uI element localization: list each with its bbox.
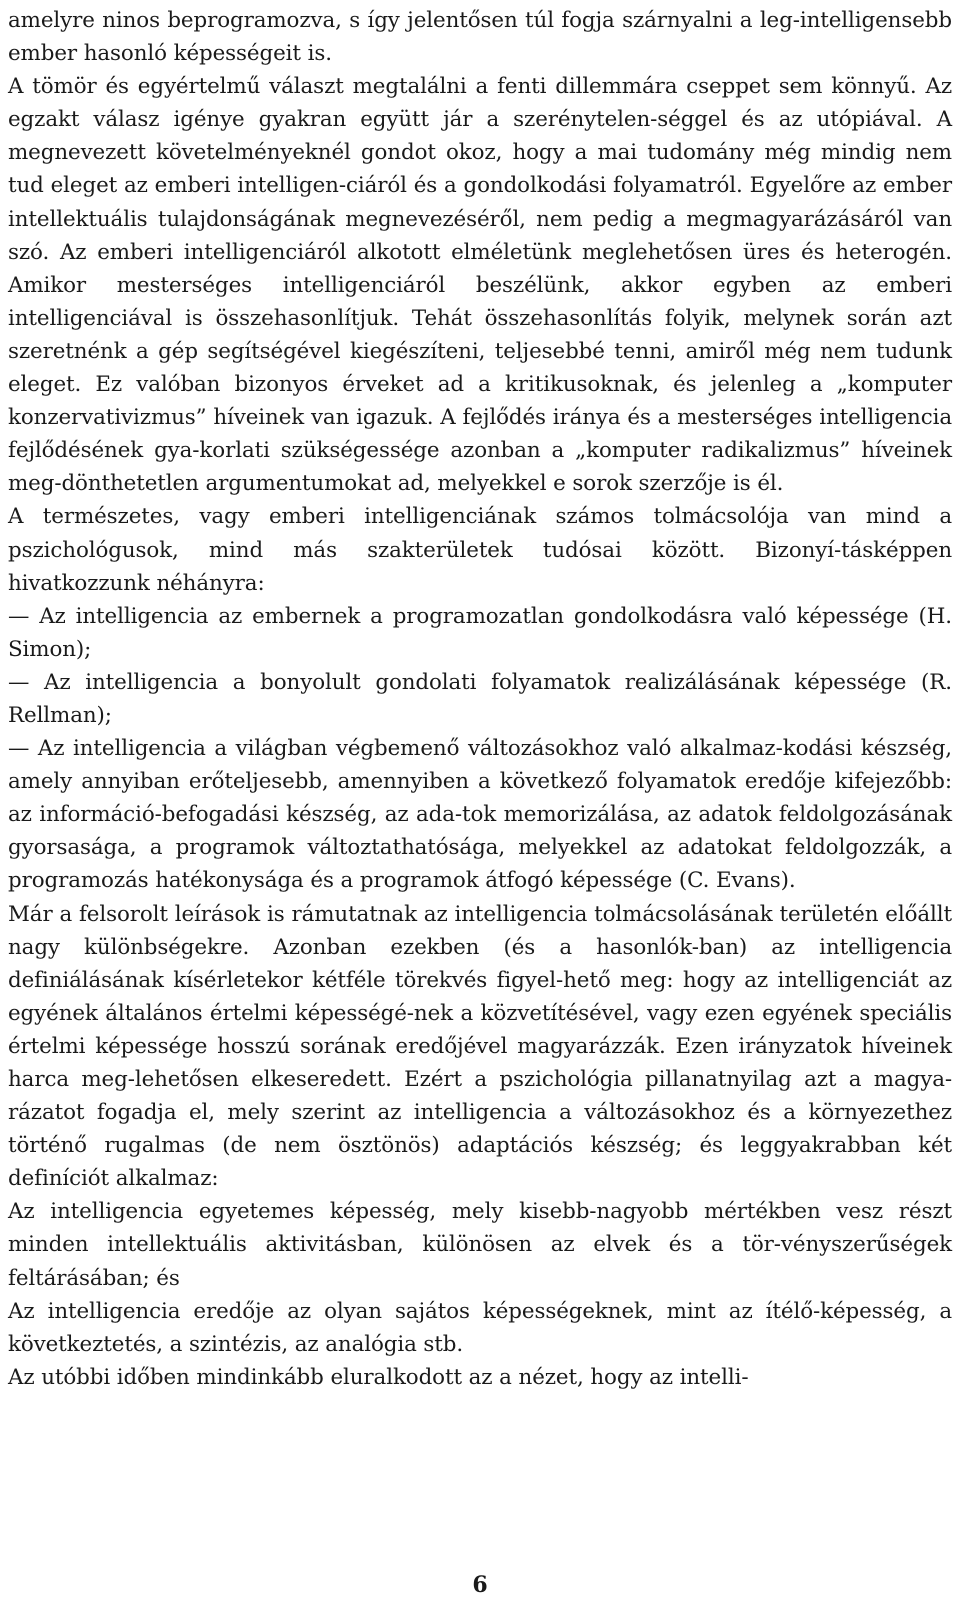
body-text [8,4,952,1394]
paragraph-continuation: amelyre ninos beprogramozva, s így jelentősen túl fogja szárnyalni a leg-intelligensebb ember hasonló képességeit is. [8,8,952,67]
definition-universal: Az intelligencia egyetemes képesség, mely kisebb-nagyobb mértékben vesz részt minden intellektuális aktivitásban, különösen az elvek és a tör-vényszerűségek feltárásában; és [8,1199,952,1291]
paragraph-differences: Már a felsorolt leírások is rámutatnak az intelligencia tolmácsolásának területén előállt nagy különbségekre. Azonban ezekben (és a hasonlók-ban) az intelligencia definiálásának kísérletekor kétféle törekvés figyel-hető meg: hogy az intelligenciát az egyének általános értelmi képességé-nek a közvetítésével, vagy ezen egyének speciális értelmi képessége hosszú sorának eredőjével magyarázzák. Ezen irányzatok híveinek harca meg-lehetősen elkeseredett. Ezért a pszichológia pillanatnyilag azt a magya-rázatot fogadja el, mely szerint az intelligencia a változásokhoz és a környezethez történő rugalmas (de nem ösztönös) adaptációs készség; és leggyakrabban két definíciót alkalmaz: [8,901,952,1192]
definition-evans: — Az intelligencia a világban végbemenő változásokhoz való alkalmaz-kodási készség, amely annyiban erőteljesebb, amennyiben a következő folyamatok eredője kifejezőbb: az információ-befogadási készség, az ada-tok memorizálása, az adatok feldolgozásának gyorsasága, a programok változtathatósága, melyekkel az adatokat feldolgozzák, a programozás hatékonysága és a programok átfogó képessége (C. Evans). [8,736,952,894]
definition-rellman: — Az intelligencia a bonyolult gondolati folyamatok realizálásának képessége (R. Rellman); [8,669,952,728]
paragraph-dilemma: A tömör és egyértelmű választ megtalálni a fenti dillemmára cseppet sem könnyű. Az egzakt válasz igénye gyakran együtt jár a szerénytelen-séggel és az utópiával. A megnevezett követelményeknél gondot okoz, hogy a mai tudomány még mindig nem tud eleget az emberi intelligen-ciáról és a gondolkodási folyamatról. Egyelőre az ember intellektuális tulajdonságának megnevezéséről, nem pedig a megmagyarázásáról van szó. Az emberi intelligenciáról alkotott elméletünk meglehetősen üres és heterogén. Amikor mesterséges intelligenciáról beszélünk, akkor egyben az emberi intelligenciával is összehasonlítjuk. Tehát összehasonlítás folyik, melynek során azt szeretnénk a gép segítségével kiegészíteni, teljesebbé tenni, amiről még nem tudunk eleget. Ez valóban bizonyos érveket ad a kritikusoknak, és jelenleg a „komputer konzervativizmus” híveinek van igazuk. A fejlődés iránya és a mesterséges intelligencia fejlődésének gya-korlati szükségessége azonban a „komputer radikalizmus” híveinek meg-dönthetetlen argumentumokat ad, melyekkel e sorok szerzője is él. [8,74,952,497]
definition-resultant: Az intelligencia eredője az olyan sajátos képességeknek, mint az ítélő-képesség, a következtetés, a szintézis, az analógia stb. [8,1298,952,1357]
paragraph-natural-intelligence: A természetes, vagy emberi intelligenciának számos tolmácsolója van mind a pszichológusok, mind más szakterületek tudósai között. Bizonyí-tásképpen hivatkozzunk néhányra: [8,504,952,596]
definition-simon: — Az intelligencia az embernek a programozatlan gondolkodásra való képessége (H. Simon); [8,603,952,662]
page-number: 6 [472,1572,488,1598]
paragraph-closing: Az utóbbi időben mindinkább eluralkodott az a nézet, hogy az intelli- [8,1364,749,1390]
